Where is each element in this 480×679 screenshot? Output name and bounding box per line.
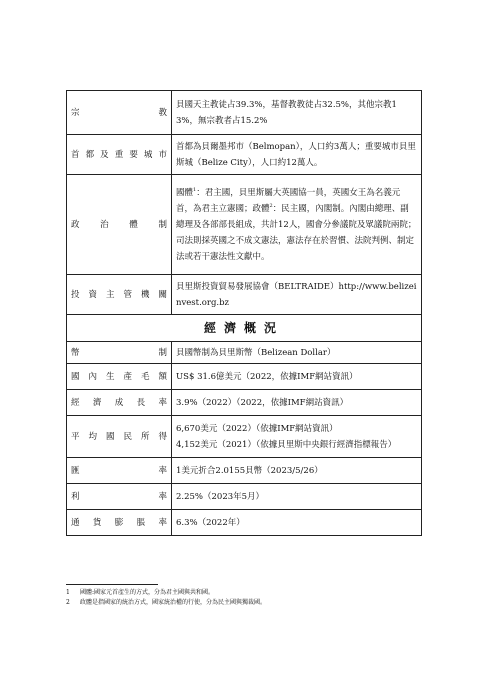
footnote-text: 政體是指國家的統治方式，國家統治權的行使，分為民主國與獨裁國。: [80, 599, 267, 606]
footnote-number: 1: [66, 589, 70, 596]
table-row: [67, 458, 422, 484]
section-header: [67, 315, 422, 342]
row-value: 3.9%（2022）（2022，依據IMF網站資訊）: [172, 390, 422, 416]
footnote: [66, 598, 422, 608]
row-label: 通貨膨脹率: [67, 510, 172, 536]
row-label: 平均國民所得: [67, 416, 172, 458]
value-line: 6,670美元（2022）（依據IMF網站資訊）: [176, 423, 338, 434]
row-value: 貝國天主教徒占39.3%，基督教教徒占32.5%，其他宗教13%，無宗教者占15.2%: [172, 91, 422, 135]
section-title: 經濟概況: [67, 315, 422, 342]
row-value: US$ 31.6億美元（2022，依據IMF網站資訊）: [172, 364, 422, 390]
row-value: 2.25%（2023年5月）: [172, 484, 422, 510]
footnote-ref: 2: [269, 202, 273, 209]
table-row: [67, 364, 422, 390]
table-row: [67, 484, 422, 510]
footnote-number: 2: [66, 599, 70, 606]
row-label: 政 治 體 制: [67, 175, 172, 275]
row-value: 首都為貝爾墨邦市（Belmopan），人口約3萬人；重要城市貝里斯城（Belize City），人口約12萬人。: [172, 135, 422, 175]
row-value: 1美元折合2.0155貝幣（2023/5/26）: [172, 458, 422, 484]
row-label: 經濟成長率: [67, 390, 172, 416]
table-row: [67, 91, 422, 135]
table-row: [67, 416, 422, 458]
table-row: [67, 390, 422, 416]
row-label: 匯 率: [67, 458, 172, 484]
row-label: 投資主管機關: [67, 275, 172, 315]
value-text: 國體: [176, 187, 194, 198]
row-label: 宗 教: [67, 91, 172, 135]
row-value: [172, 175, 422, 275]
table-row: [67, 275, 422, 315]
footnotes: [66, 584, 422, 608]
row-value: 貝里斯投資貿易發展協會（BELTRAIDE）http://www.belizeinvest.org.bz: [172, 275, 422, 315]
footnote-ref: 1: [193, 186, 197, 193]
row-label: 首都及重要城市: [67, 135, 172, 175]
row-value: [172, 416, 422, 458]
footnote: [66, 588, 422, 598]
footnote-text: 國體:國家元首產生的方式，分為君主國與共和國。: [80, 589, 215, 596]
table-row: [67, 135, 422, 175]
table-row: [67, 510, 422, 536]
value-text: ：君主國，貝里斯屬大英國協一員，英國女王為名義元首，為君主立憲國；政體: [176, 187, 401, 214]
footnote-divider: [66, 584, 158, 585]
row-value: 貝國幣制為貝里斯幣（Belizean Dollar）: [172, 342, 422, 364]
table-row: [67, 175, 422, 275]
country-info-table: [66, 90, 422, 536]
row-label: 幣 制: [67, 342, 172, 364]
table-row: [67, 342, 422, 364]
row-label: 國內生產毛額: [67, 364, 172, 390]
value-text: ：民主國，內閣制。內閣由總理、副總理及各部部長組成，共計12人，國會分參議院及眾議院兩院；司法則採英國之不成文憲法，憲法存在於習慣、法院判例、制定法或若干憲法性文獻中。: [176, 203, 417, 262]
row-label: 利 率: [67, 484, 172, 510]
row-value: 6.3%（2022年）: [172, 510, 422, 536]
value-line: 4,152美元（2021）（依據貝里斯中央銀行經濟指標報告）: [176, 439, 397, 450]
